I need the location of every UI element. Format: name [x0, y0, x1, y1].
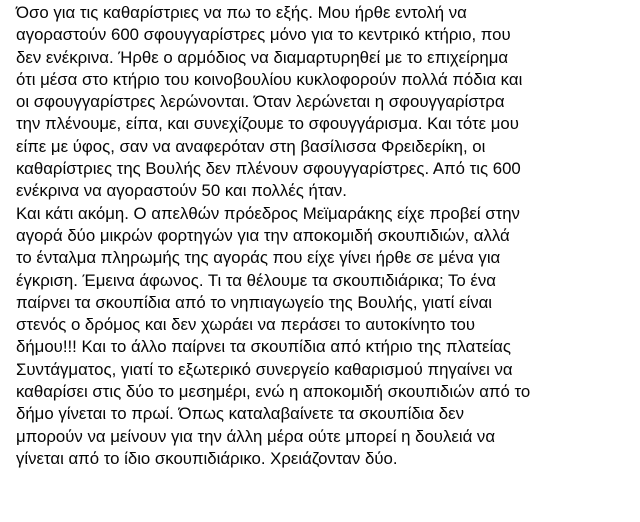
post-body-text — [16, 2, 628, 470]
post-text-line: αγορά δύο μικρών φορτηγών για την αποκομιδή σκουπιδιών, αλλά — [16, 225, 510, 245]
post-text-line: την πλένουμε, είπα, και συνεχίζουμε το σφουγγάρισμα. Και τότε μου — [16, 114, 519, 134]
post-text-line: Όσο για τις καθαρίστριες να πω το εξής. Μου ήρθε εντολή να — [16, 3, 467, 22]
post-text-line: στενός ο δρόμος και δεν χωράει να περάσει το αυτοκίνητο του — [16, 315, 476, 335]
post-text-line: ενέκρινα να αγοραστούν 50 και πολλές ήταν. — [16, 181, 347, 201]
post-text-line: παίρνει τα σκουπίδια από το νηπιαγωγείο της Βουλής, γιατί είναι — [16, 292, 493, 312]
post-text-line: Συντάγματος, γιατί το εξωτερικό συνεργείο καθαρισμού πηγαίνει να — [16, 359, 513, 379]
post-text-line: δήμου!!! Και το άλλο παίρνει τα σκουπίδια από κτήριο της πλατείας — [16, 337, 511, 357]
post-text-line: καθαρίσει στις δύο το μεσημέρι, ενώ η αποκομιδή σκουπιδιών από το — [16, 382, 531, 402]
post-text-line: έγκριση. Έμεινα άφωνος. Τι τα θέλουμε τα σκουπιδιάρικα; Το ένα — [16, 270, 496, 290]
post-text-line: μπορούν να μείνουν για την άλλη μέρα ούτε μπορεί η δουλειά να — [16, 426, 496, 446]
post-text-line: οι σφουγγαρίστρες λερώνονται. Όταν λερώνεται η σφουγγαρίστρα — [16, 92, 505, 112]
post-text-line: γίνεται από το ίδιο σκουπιδιάρικο. Χρειάζονταν δύο. — [16, 448, 398, 468]
scrollbar[interactable] — [634, 0, 640, 522]
post-text-line: ότι μέσα στο κτήριο του κοινοβουλίου κυκλοφορούν πολλά πόδια και — [16, 69, 523, 89]
post-text-line: αγοραστούν 600 σφουγγαρίστρες μόνο για το κεντρικό κτήριο, που — [16, 25, 511, 45]
post-text-line: Και κάτι ακόμη. Ο απελθών πρόεδρος Μεϊμαράκης είχε προβεί στην — [16, 203, 520, 223]
post-text-line: καθαρίστριες της Βουλής δεν πλένουν σφουγγαρίστρες. Από τις 600 — [16, 159, 521, 179]
post-text-line: είπε με ύφος, σαν να αναφερόταν στη βασίλισσα Φρειδερίκη, οι — [16, 136, 486, 156]
post-text-line: δεν ενέκρινα. Ήρθε ο αρμόδιος να διαμαρτυρηθεί με το επιχείρημα — [16, 47, 509, 67]
post-text-line: το ένταλμα πληρωμής της αγοράς που είχε γίνει ήρθε σε μένα για — [16, 248, 501, 268]
post-text-line: δήμο γίνεται το πρωί. Όπως καταλαβαίνετε τα σκουπίδια δεν — [16, 404, 464, 424]
